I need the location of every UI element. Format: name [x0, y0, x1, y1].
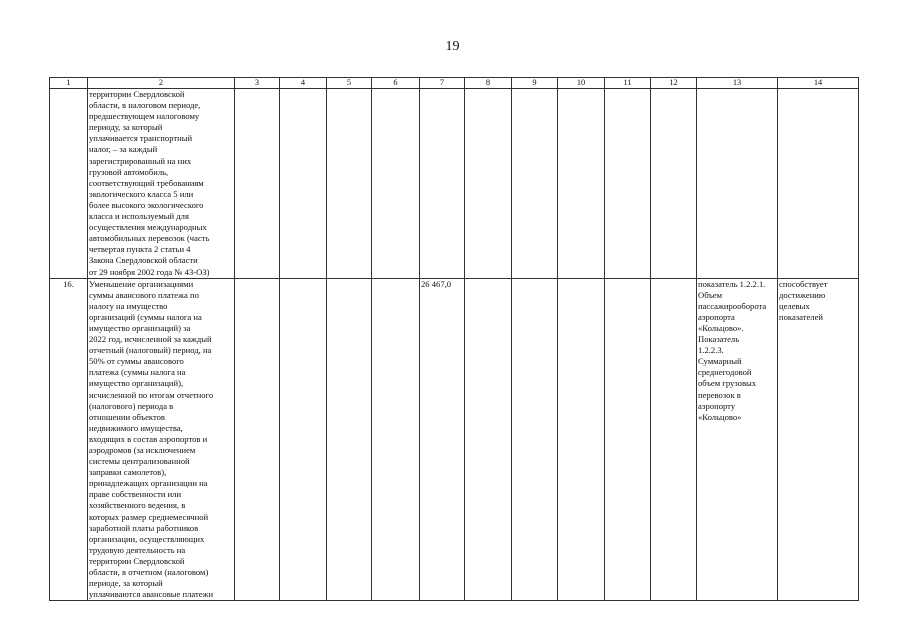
column-number: 6 [372, 78, 420, 89]
table-cell [651, 89, 697, 279]
table-cell [372, 89, 420, 279]
table-cell [465, 89, 512, 279]
column-number: 11 [605, 78, 651, 89]
column-number: 7 [420, 78, 465, 89]
column-number: 8 [465, 78, 512, 89]
table-cell [558, 278, 605, 601]
page-number: 19 [445, 39, 460, 54]
row-number [50, 89, 88, 279]
table-cell [605, 278, 651, 601]
table-cell [327, 278, 372, 601]
column-number: 10 [558, 78, 605, 89]
column-number-row [50, 78, 859, 89]
column-number: 1 [50, 78, 88, 89]
column-number: 4 [280, 78, 327, 89]
table-cell [651, 278, 697, 601]
table-cell [558, 89, 605, 279]
assessment-cell [778, 89, 859, 279]
table-cell [327, 89, 372, 279]
assessment-cell: способствует достижению целевых показателей [778, 278, 859, 601]
indicator-cell: показатель 1.2.2.1. Объем пассажирооборота аэропорта «Кольцово». Показатель 1.2.2.3. Суммарный среднегодовой объем грузовых перевозок в аэропорту «Кольцово» [697, 278, 778, 601]
benefit-description: территории Свердловской области, в налоговом периоде, предшествующем налоговому периоду, за который уплачивается транспортный налог, – за каждый зарегистрированный на них грузовой автомобиль, соответствующий требованиям экологического класса 5 или более высокого экологического класса и используемый для осуществления международных автомобильных перевозок (часть четвертая пункта 2 статьи 4 Закона Свердловской области от 29 ноября 2002 года № 43-ОЗ) [88, 89, 235, 279]
table-cell [235, 278, 280, 601]
column-number: 2 [88, 78, 235, 89]
amount-cell [420, 89, 465, 279]
column-number: 5 [327, 78, 372, 89]
column-number: 13 [697, 78, 778, 89]
table-cell [465, 278, 512, 601]
benefit-description: Уменьшение организациями суммы авансового платежа по налогу на имущество организаций (суммы налога на имущество организаций) за 2022 год, исчисленной за каждый отчетный (налоговый) период, на 50% от суммы авансового платежа (суммы налога на имущество организаций), исчисленной по итогам отчетного (налогового) периода в отношении объектов недвижимого имущества, входящих в состав аэропортов и аэродромов (за исключением системы централизованной заправки самолетов), принадлежащих организации на праве собственности или хозяйственного ведения, в которых размер среднемесячной заработной платы работников организации, осуществляющих трудовую деятельность на территории Свердловской области, в отчетном (налоговом) периоде, за который уплачиваются авансовые платежи [88, 278, 235, 601]
column-number: 14 [778, 78, 859, 89]
indicator-cell [697, 89, 778, 279]
table-row [50, 278, 859, 601]
row-number: 16. [50, 278, 88, 601]
table-cell [235, 89, 280, 279]
table-cell [280, 278, 327, 601]
table-cell [512, 278, 558, 601]
table-cell [605, 89, 651, 279]
table-row [50, 89, 859, 279]
table-cell [372, 278, 420, 601]
amount-cell: 26 467,0 [420, 278, 465, 601]
table-cell [512, 89, 558, 279]
column-number: 12 [651, 78, 697, 89]
column-number: 9 [512, 78, 558, 89]
benefits-table [49, 77, 859, 601]
column-number: 3 [235, 78, 280, 89]
table-cell [280, 89, 327, 279]
